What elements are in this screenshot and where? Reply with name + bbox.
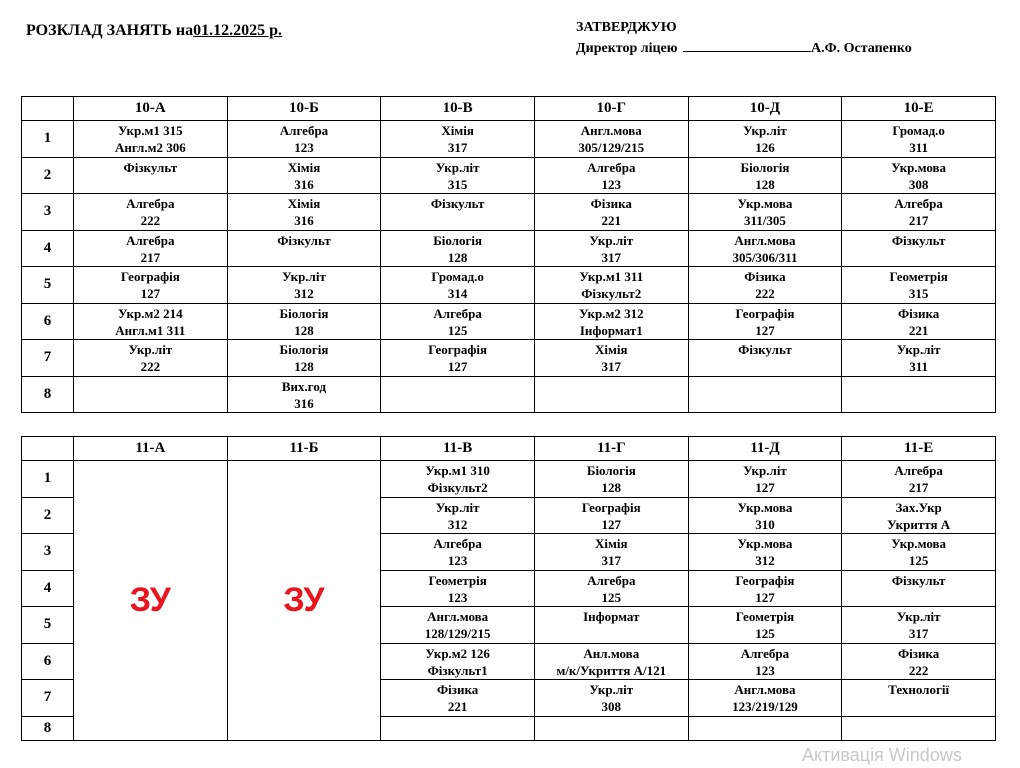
- lesson-subject: Фізкульт: [277, 232, 331, 248]
- lesson-subject: Алгебра: [279, 123, 329, 138]
- lesson-cell: [534, 157, 688, 194]
- lesson-room: 317: [908, 626, 929, 641]
- lesson-cell: [381, 680, 535, 717]
- lesson-cell: [381, 461, 535, 498]
- approval-name: А.Ф. Остапенко: [810, 41, 912, 56]
- lesson-cell: [842, 643, 996, 680]
- lesson-subject: Укр.м2 126: [425, 645, 490, 661]
- lesson-cell: [688, 643, 842, 680]
- lesson-room: 222: [908, 662, 929, 678]
- table-header-row: [22, 97, 996, 121]
- lesson-cell: [534, 497, 688, 534]
- lesson-room: 127: [755, 480, 775, 495]
- lesson-room: Фізкульт2: [581, 286, 642, 301]
- header-corner: [22, 97, 74, 121]
- class-header: 10-Е: [842, 97, 996, 121]
- zu-cell-11-b: ЗУ: [227, 461, 381, 741]
- lesson-room: 125: [755, 626, 775, 641]
- lesson-cell: [534, 121, 688, 158]
- lesson-room: 127: [447, 359, 468, 374]
- lesson-room: 305/306/311: [732, 249, 798, 265]
- lesson-cell: [842, 607, 996, 644]
- lesson-number: 5: [22, 267, 74, 304]
- lesson-room: 128: [294, 359, 314, 374]
- lesson-room: 128: [755, 176, 775, 192]
- lesson-subject: Укр.літ: [896, 342, 941, 357]
- lesson-cell: [381, 121, 535, 158]
- lesson-subject: Укр.м2 214: [118, 305, 183, 321]
- lesson-room: 127: [755, 589, 775, 605]
- table-row: [22, 230, 996, 267]
- lesson-room: Англ.м2 306: [114, 140, 186, 155]
- lesson-subject: Географія: [581, 499, 641, 515]
- lesson-room: Укриття А: [887, 516, 951, 532]
- lesson-subject: Укр.літ: [128, 342, 173, 357]
- lesson-subject: Укр.літ: [589, 232, 634, 248]
- class-header: 10-Д: [688, 97, 842, 121]
- lesson-cell: [688, 607, 842, 644]
- lesson-cell: [842, 194, 996, 231]
- lesson-number: 4: [22, 570, 74, 607]
- lesson-subject: Біологія: [279, 305, 329, 321]
- lesson-subject: Укр.літ: [589, 682, 634, 697]
- lesson-cell: [74, 157, 228, 194]
- class-header: 11-В: [381, 437, 535, 461]
- lesson-cell: [534, 376, 688, 413]
- lesson-number: 7: [22, 340, 74, 377]
- lesson-room: 311: [909, 359, 929, 374]
- lesson-cell: [227, 267, 381, 304]
- lesson-subject: Хімія: [595, 536, 628, 551]
- lesson-subject: Громад.о: [431, 269, 484, 284]
- lesson-cell: [381, 194, 535, 231]
- lesson-cell: [534, 303, 688, 340]
- lesson-cell: [227, 121, 381, 158]
- lesson-room: 311/305: [744, 213, 786, 228]
- lesson-cell: [381, 607, 535, 644]
- lesson-subject: Алгебра: [126, 196, 175, 211]
- table-row: [22, 267, 996, 304]
- lesson-cell: [688, 121, 842, 158]
- lesson-room: 316: [294, 213, 314, 228]
- lesson-subject: Фізкульт: [430, 196, 485, 211]
- lesson-subject: Англ.мова: [580, 123, 642, 138]
- lesson-subject: Фізкульт: [738, 342, 792, 357]
- lesson-room: 128: [601, 480, 622, 495]
- lesson-subject: Укр.м2 312: [579, 305, 644, 321]
- lesson-subject: Англ.мова: [734, 682, 796, 697]
- lesson-cell: [381, 376, 535, 413]
- lesson-subject: Фізкульт: [123, 159, 178, 175]
- class-header: 11-Е: [842, 437, 996, 461]
- lesson-cell: [688, 157, 842, 194]
- lesson-number: 3: [22, 194, 74, 231]
- lesson-room: 123/219/129: [732, 699, 798, 714]
- approval-block: [576, 17, 912, 59]
- lesson-cell: [534, 534, 688, 571]
- schedule-table-grade-10: [21, 96, 996, 413]
- lesson-room: 305/129/215: [578, 140, 645, 155]
- lesson-room: 315: [447, 176, 468, 192]
- lesson-room: 217: [908, 480, 929, 495]
- lesson-number: 2: [22, 497, 74, 534]
- lesson-subject: Фізика: [897, 645, 940, 661]
- lesson-room: Інформат1: [579, 322, 643, 338]
- lesson-cell: [534, 461, 688, 498]
- lesson-subject: Хімія: [441, 123, 474, 138]
- lesson-room: 317: [601, 359, 622, 374]
- lesson-subject: Хімія: [595, 342, 628, 357]
- lesson-cell: [842, 267, 996, 304]
- lesson-room: 221: [447, 699, 468, 714]
- lesson-subject: Технології: [888, 682, 950, 697]
- lesson-number: 5: [22, 607, 74, 644]
- lesson-room: 128: [447, 249, 468, 265]
- lesson-subject: Фізика: [744, 269, 786, 284]
- lesson-subject: Біологія: [433, 232, 483, 248]
- class-header: 11-Г: [534, 437, 688, 461]
- table-row: [22, 194, 996, 231]
- lesson-subject: Біологія: [586, 463, 636, 478]
- lesson-subject: Укр.літ: [282, 269, 326, 284]
- lesson-subject: Алгебра: [433, 536, 482, 551]
- lesson-room: 217: [908, 213, 929, 228]
- lesson-subject: Укр.літ: [435, 159, 480, 175]
- lesson-cell: [227, 376, 381, 413]
- lesson-subject: Громад.о: [892, 123, 945, 138]
- lesson-cell: [842, 716, 996, 740]
- lesson-subject: Алгебра: [587, 572, 636, 588]
- lesson-number: 8: [22, 376, 74, 413]
- table-row: [22, 461, 996, 498]
- lesson-cell: [534, 570, 688, 607]
- lesson-cell: [688, 716, 842, 740]
- lesson-room: 308: [601, 699, 622, 714]
- lesson-room: 314: [447, 286, 468, 301]
- lesson-subject: Геометрія: [889, 269, 948, 284]
- lesson-cell: [842, 230, 996, 267]
- lesson-cell: [74, 194, 228, 231]
- lesson-cell: [381, 570, 535, 607]
- lesson-cell: [381, 303, 535, 340]
- lesson-room: Фізкульт2: [427, 480, 488, 495]
- lesson-room: 221: [601, 213, 622, 228]
- lesson-cell: [534, 267, 688, 304]
- lesson-room: 312: [447, 516, 468, 532]
- lesson-room: 126: [755, 140, 775, 155]
- lesson-cell: [688, 497, 842, 534]
- lesson-cell: [534, 716, 688, 740]
- lesson-room: 222: [140, 213, 161, 228]
- lesson-subject: Укр.літ: [743, 463, 787, 478]
- lesson-subject: Вих.год: [281, 378, 327, 394]
- approval-signature-line: [576, 38, 912, 59]
- lesson-subject: Анл.мова: [583, 645, 640, 661]
- lesson-room: 317: [447, 140, 468, 155]
- lesson-room: 123: [294, 140, 314, 155]
- lesson-cell: [842, 376, 996, 413]
- lesson-cell: [842, 534, 996, 571]
- class-header: 10-А: [74, 97, 228, 121]
- table-header-row: [22, 437, 996, 461]
- lesson-cell: [688, 340, 842, 377]
- lesson-number: 6: [22, 643, 74, 680]
- lesson-number: 6: [22, 303, 74, 340]
- lesson-cell: [842, 461, 996, 498]
- lesson-subject: Укр.мова: [737, 499, 793, 515]
- lesson-subject: Географія: [735, 572, 795, 588]
- lesson-number: 2: [22, 157, 74, 194]
- class-header: 11-Б: [227, 437, 381, 461]
- lesson-cell: [381, 157, 535, 194]
- lesson-subject: Геометрія: [428, 572, 487, 588]
- lesson-cell: [534, 643, 688, 680]
- lesson-room: Фізкульт1: [427, 662, 488, 678]
- lesson-cell: [688, 680, 842, 717]
- lesson-subject: Алгебра: [894, 196, 943, 211]
- lesson-subject: Укр.м1 310: [425, 463, 490, 478]
- lesson-number: 8: [22, 716, 74, 740]
- lesson-subject: Географія: [735, 305, 795, 321]
- signature-blank: [683, 39, 811, 52]
- lesson-subject: Фізика: [590, 196, 632, 211]
- lesson-subject: Алгебра: [587, 159, 636, 175]
- schedule-title: [26, 22, 282, 40]
- lesson-cell: [688, 534, 842, 571]
- class-header: 11-Д: [688, 437, 842, 461]
- lesson-room: 123: [755, 662, 775, 678]
- lesson-cell: [381, 716, 535, 740]
- lesson-number: 7: [22, 680, 74, 717]
- lesson-subject: Укр.м1 315: [118, 123, 183, 138]
- lesson-cell: [74, 121, 228, 158]
- lesson-subject: Біологія: [740, 159, 790, 175]
- lesson-cell: [534, 230, 688, 267]
- lesson-number: 1: [22, 461, 74, 498]
- lesson-subject: Алгебра: [894, 463, 943, 478]
- lesson-subject: Географія: [428, 342, 488, 357]
- lesson-cell: [227, 303, 381, 340]
- lesson-cell: [688, 303, 842, 340]
- lesson-subject: Хімія: [287, 196, 321, 211]
- approval-heading: ЗАТВЕРДЖУЮ: [576, 20, 677, 35]
- table-row: [22, 157, 996, 194]
- class-header: 10-Б: [227, 97, 381, 121]
- lesson-room: 222: [755, 286, 775, 301]
- lesson-room: 127: [140, 286, 161, 301]
- schedule-title-label: РОЗКЛАД ЗАНЯТЬ на: [26, 22, 194, 39]
- lesson-cell: [842, 121, 996, 158]
- lesson-cell: [74, 303, 228, 340]
- lesson-cell: [534, 607, 688, 644]
- lesson-room: 123: [447, 553, 468, 568]
- windows-activation-watermark: Активація Windows: [802, 745, 962, 765]
- lesson-cell: [74, 267, 228, 304]
- lesson-subject: Фізкульт: [891, 232, 946, 248]
- zu-cell-11-a: ЗУ: [74, 461, 228, 741]
- lesson-subject: Географія: [120, 269, 180, 284]
- lesson-room: 316: [294, 176, 314, 192]
- lesson-cell: [842, 340, 996, 377]
- lesson-room: 123: [601, 176, 622, 192]
- lesson-number: 4: [22, 230, 74, 267]
- lesson-room: 127: [755, 322, 775, 338]
- lesson-room: 315: [908, 286, 929, 301]
- lesson-cell: [381, 230, 535, 267]
- lesson-cell: [74, 230, 228, 267]
- lesson-subject: Алгебра: [740, 645, 790, 661]
- lesson-cell: [688, 194, 842, 231]
- lesson-subject: Укр.літ: [896, 609, 941, 624]
- lesson-subject: Фізика: [897, 305, 940, 321]
- approval-position: Директор ліцею: [576, 41, 678, 56]
- lesson-cell: [534, 340, 688, 377]
- lesson-room: 221: [908, 322, 929, 338]
- lesson-subject: Хімія: [287, 159, 321, 175]
- lesson-cell: [688, 376, 842, 413]
- lesson-room: 317: [601, 249, 622, 265]
- lesson-cell: [74, 376, 228, 413]
- lesson-subject: Англ.мова: [427, 609, 489, 624]
- lesson-cell: [842, 157, 996, 194]
- lesson-cell: [842, 680, 996, 717]
- lesson-cell: [381, 497, 535, 534]
- lesson-room: 125: [447, 322, 468, 338]
- lesson-cell: [381, 534, 535, 571]
- lesson-cell: [534, 680, 688, 717]
- header-corner: [22, 437, 74, 461]
- lesson-subject: Англ.мова: [734, 232, 796, 248]
- lesson-subject: Інформат: [583, 609, 640, 624]
- lesson-cell: [842, 497, 996, 534]
- lesson-room: 308: [908, 176, 929, 192]
- table-row: [22, 121, 996, 158]
- table-row: [22, 303, 996, 340]
- lesson-room: 123: [447, 589, 468, 605]
- lesson-cell: [227, 194, 381, 231]
- lesson-cell: [688, 570, 842, 607]
- lesson-room: 222: [140, 359, 161, 374]
- lesson-subject: Алгебра: [433, 305, 482, 321]
- lesson-room: Англ.м1 311: [115, 322, 186, 338]
- table-row: [22, 340, 996, 377]
- lesson-room: 312: [294, 286, 314, 301]
- lesson-subject: Фізика: [436, 682, 479, 697]
- lesson-subject: Укр.літ: [743, 123, 787, 138]
- lesson-subject: Укр.мова: [891, 159, 947, 175]
- lesson-subject: Фізкульт: [891, 572, 946, 588]
- lesson-room: 317: [601, 553, 622, 568]
- lesson-cell: [381, 340, 535, 377]
- lesson-room: 125: [908, 553, 929, 568]
- lesson-cell: [842, 303, 996, 340]
- lesson-room: 217: [140, 249, 161, 265]
- lesson-cell: [381, 267, 535, 304]
- lesson-subject: Укр.літ: [435, 499, 480, 515]
- class-header: 11-А: [74, 437, 228, 461]
- lesson-room: 128: [294, 322, 314, 338]
- class-header: 10-В: [381, 97, 535, 121]
- lesson-cell: [381, 643, 535, 680]
- lesson-room: 310: [755, 516, 775, 532]
- lesson-cell: [688, 461, 842, 498]
- lesson-cell: [74, 340, 228, 377]
- lesson-subject: Біологія: [279, 342, 329, 357]
- lesson-room: 312: [755, 553, 775, 568]
- lesson-cell: [534, 194, 688, 231]
- lesson-subject: Укр.мова: [737, 196, 793, 211]
- lesson-room: 311: [909, 140, 929, 155]
- lesson-subject: Укр.м1 311: [579, 269, 644, 284]
- lesson-cell: [227, 340, 381, 377]
- table-row: [22, 376, 996, 413]
- schedule-date: 01.12.2025 р.: [193, 22, 283, 39]
- lesson-subject: Укр.мова: [737, 536, 793, 551]
- lesson-room: 125: [601, 589, 622, 605]
- lesson-room: 128/129/215: [424, 626, 491, 641]
- lesson-subject: Алгебра: [126, 232, 175, 248]
- class-header: 10-Г: [534, 97, 688, 121]
- lesson-subject: Укр.мова: [891, 536, 947, 551]
- lesson-cell: [688, 267, 842, 304]
- lesson-subject: Геометрія: [735, 609, 795, 624]
- lesson-cell: [227, 230, 381, 267]
- lesson-cell: [227, 157, 381, 194]
- schedule-table-grade-11: [21, 436, 996, 741]
- lesson-room: 316: [294, 395, 314, 411]
- lesson-cell: [688, 230, 842, 267]
- lesson-cell: [842, 570, 996, 607]
- lesson-subject: Зах.Укр: [895, 499, 942, 515]
- lesson-room: 127: [601, 516, 622, 532]
- lesson-number: 3: [22, 534, 74, 571]
- lesson-room: м/к/Укриття А/121: [556, 662, 667, 678]
- lesson-number: 1: [22, 121, 74, 158]
